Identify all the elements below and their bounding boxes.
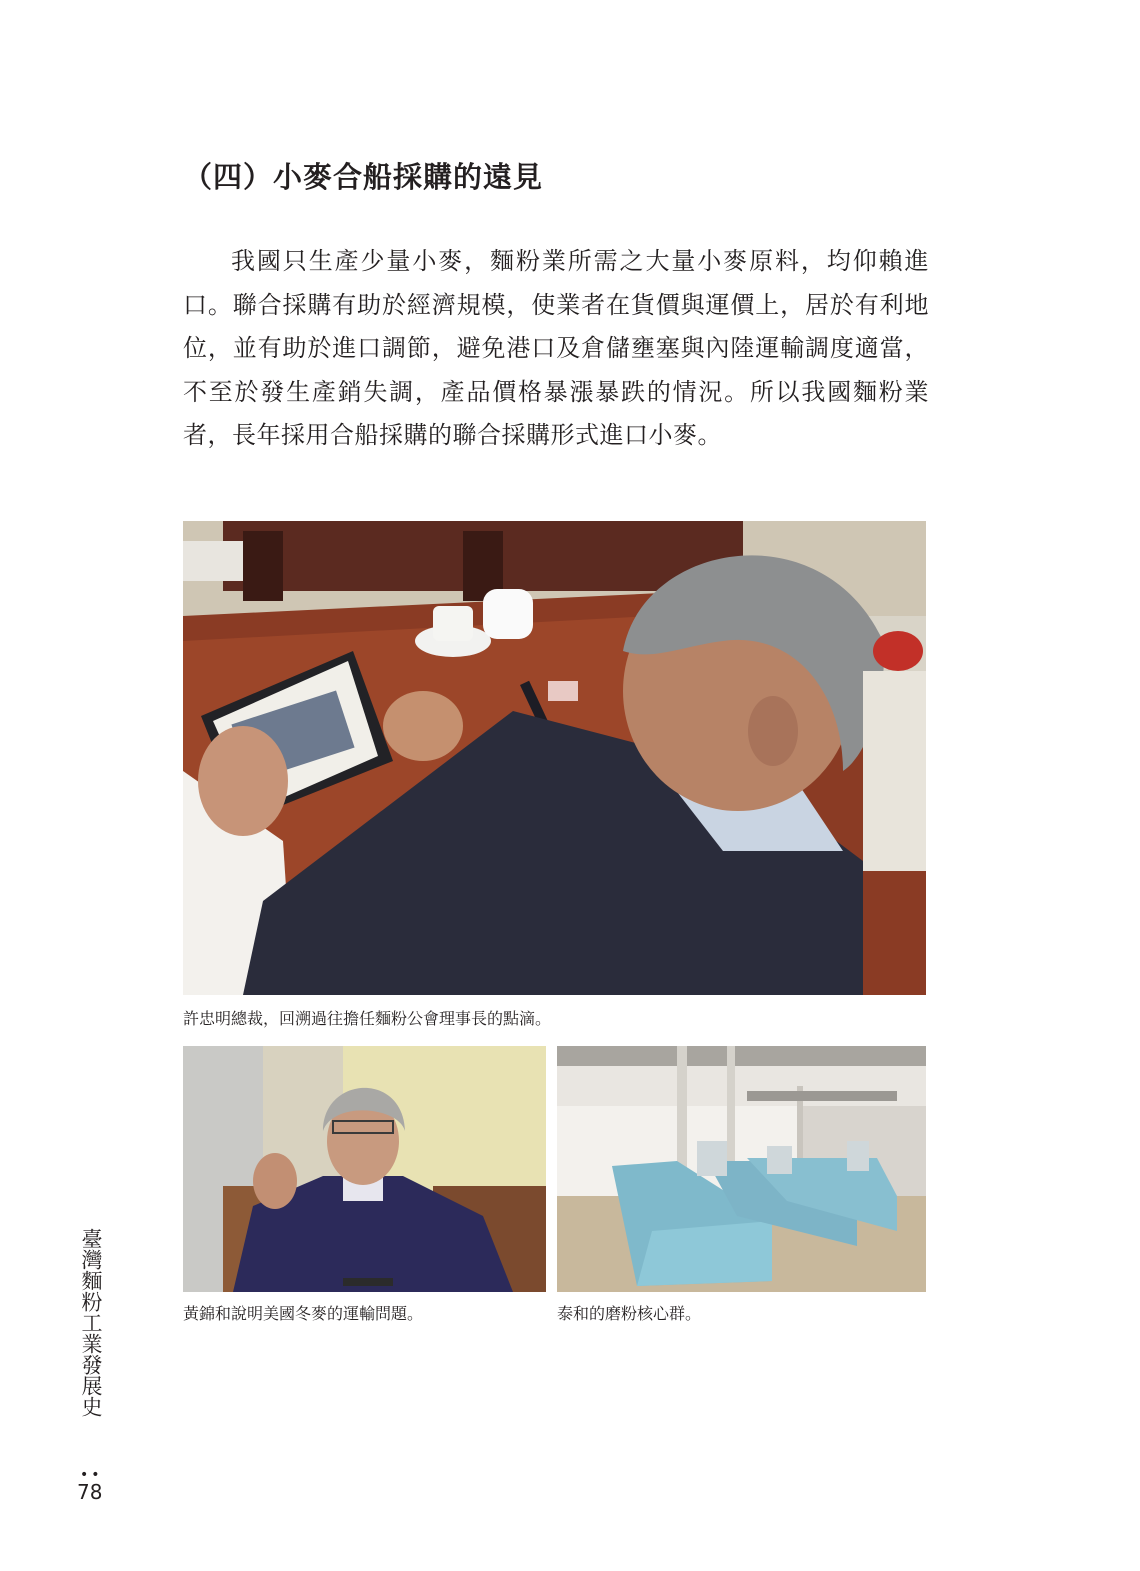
body-paragraph: 我國只生產少量小麥，麵粉業所需之大量小麥原料，均仰賴進口。聯合採購有助於經濟規模，使業者在貨價與運價上，居於有利地位，並有助於進口調節，避免港口及倉儲壅塞與內陸運輸調度適當，不至於發生產銷失調，產品價格暴漲暴跌的情況。所以我國麵粉業者，長年採用合船採購的聯合採購形式進口小麥。	[183, 247, 929, 449]
page-dots: ••	[80, 1467, 103, 1483]
book-title-vertical: 臺灣麵粉工業發展史	[79, 1228, 103, 1417]
photo-man-with-tablet	[183, 521, 926, 995]
photo-milling-machines	[557, 1046, 926, 1292]
section-heading: （四）小麥合船採購的遠見	[183, 160, 544, 194]
page-number: 78	[77, 1480, 103, 1504]
main-photo-caption: 許忠明總裁，回溯過往擔任麵粉公會理事長的點滴。	[183, 1009, 552, 1028]
right-photo-caption: 泰和的磨粉核心群。	[557, 1304, 702, 1323]
photo-man-speaking	[183, 1046, 546, 1292]
left-photo-caption: 黃錦和說明美國冬麥的運輸問題。	[183, 1304, 424, 1323]
